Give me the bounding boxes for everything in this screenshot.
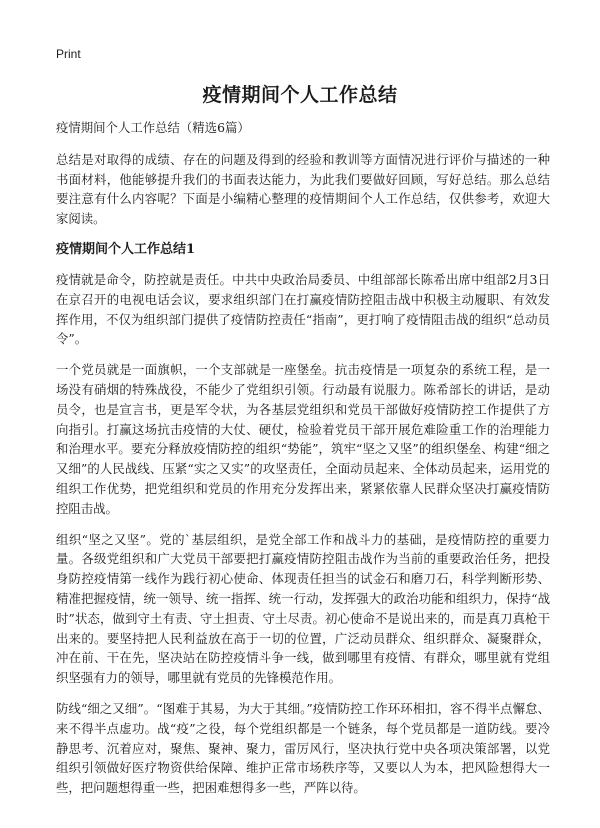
body-paragraph-3: 组织“坚之又坚”。党的`基层组织，是党全部工作和战斗力的基础，是疫情防控的重要力量。各级党组织和广大党员干部要把打赢疫情防控阻击战作为当前的重要政治任务，把投身防控疫情第一线作为践行初心使命、体现责任担当的试金石和磨刀石，科学判断形势、精准把握疫情，统一领导、统一指挥、统一行动，发挥强大的政治功能和组织力，保持“战时”状态，做到守土有责、守土担责、守土尽责。初心使命不是说出来的，而是真刀真枪干出来的。要坚持把人民利益放在高于一切的位置，广泛动员群众、组织群众、凝聚群众，冲在前、干在先，坚决站在防控疫情斗争一线，做到哪里有疫情、有群众，哪里就有党组织坚强有力的领导，哪里就有党员的先锋模范作用。 (56, 531, 550, 686)
section-heading: 疫情期间个人工作总结1 (56, 241, 196, 257)
body-paragraph-1: 疫情就是命令，防控就是责任。中共中央政治局委员、中组部部长陈希出席中组部2月3日在京召开的电视电话会议，要求组织部门在打赢疫情防控阻击战中积极主动履职、有效发挥作用，不仅为组织部门提供了疫情防控责任“指南”，更打响了疫情阻击战的组织“总动员令”。 (56, 271, 550, 347)
body-paragraph-2: 一个党员就是一面旗帜，一个支部就是一座堡垒。抗击疫情是一项复杂的系统工程，是一场没有硝烟的特殊战役，不能少了党组织引领。行动最有说服力。陈希部长的讲话，是动员令，也是宣言书，更是军令状，为各基层党组织和党员干部做好疫情防控工作提供了方向指引。打赢这场抗击疫情的大仗、硬仗，检验着党员干部开展危难险重工作的治理能力和治理水平。要充分释放疫情防控的组织“势能”，筑牢“坚之又坚”的组织堡垒、构建“细之又细”的人民战线、压紧“实之又实”的攻坚责任，全面动员起来、全体动员起来，运用党的组织工作优势，把党组织和党员的作用充分发挥出来，紧紧依靠人民群众坚决打赢疫情防控阻击战。 (56, 362, 550, 516)
page-title: 疫情期间个人工作总结 (202, 84, 398, 106)
article-subtitle: 疫情期间个人工作总结（精选6篇） (56, 120, 250, 135)
intro-paragraph: 总结是对取得的成绩、存在的问题及得到的经验和教训等方面情况进行评价与描述的一种书面材料，他能够提升我们的书面表达能力，为此我们要做好回顾，写好总结。那么总结要注意有什么内容呢？下面是小编精心整理的疫情期间个人工作总结，仅供参考，欢迎大家阅读。 (56, 151, 550, 227)
body-paragraph-4: 防线“细之又细”。“图难于其易，为大于其细。”疫情防控工作环环相扣，容不得半点懈怠、来不得半点虚功。战“疫”之役，每个党组织都是一个链条，每个党员都是一道防线。要冷静思考、沉着应对，聚焦、聚神、聚力，雷厉风行，坚决执行党中央各项决策部署，以党组织引领做好医疗物资供给保障、维护正常市场秩序等，又要以人为本，把风险想得大一些，把问题想得重一些，把困难想得多一些，严阵以待。 (56, 700, 550, 796)
print-link[interactable]: Print (56, 47, 81, 61)
article-body (56, 118, 550, 809)
